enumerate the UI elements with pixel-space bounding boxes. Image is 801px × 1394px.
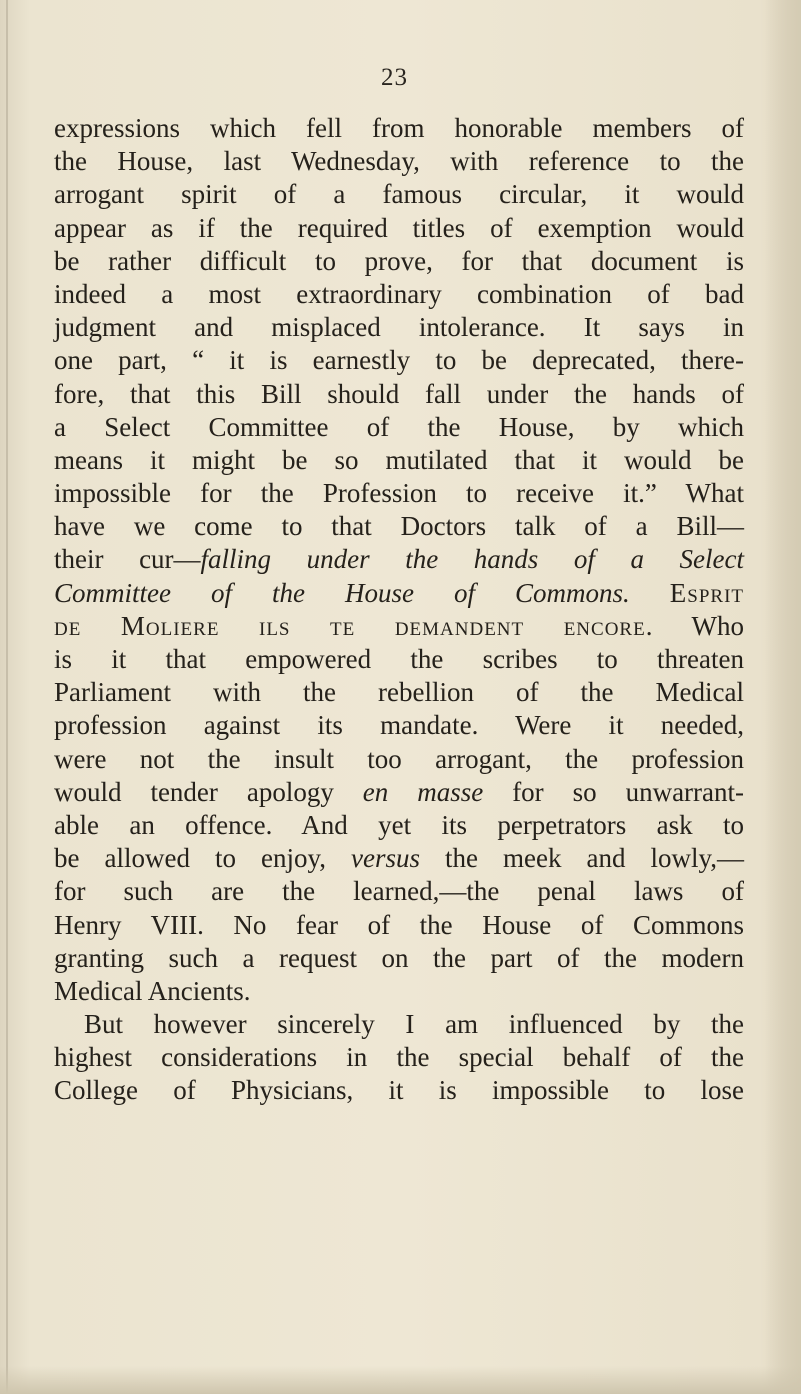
text-run: Who: [691, 610, 745, 641]
text-line: Henry VIII. No fear of the House of Commons: [54, 909, 744, 940]
text-run: for so unwarrant-: [512, 776, 745, 807]
text-line: profession against its mandate. Were it needed,: [54, 710, 744, 741]
text-line: fore, that this Bill should fall under the hands of: [54, 378, 744, 409]
text-line: arrogant spirit of a famous circular, it would: [54, 179, 744, 210]
text-line: the House, last Wednesday, with reference to the: [54, 146, 744, 177]
page-edge-shadow: [765, 0, 801, 1394]
text-line: indeed a most extraordinary combination of bad: [54, 278, 744, 309]
text-run: the meek and lowly,—: [445, 843, 744, 874]
text-run: be allowed to enjoy,: [54, 843, 326, 874]
text-line: judgment and misplaced intolerance. It says in: [54, 312, 744, 343]
text-line: [54, 842, 744, 875]
page-gutter: [6, 0, 8, 1394]
text-line: for such are the learned,—the penal laws of: [54, 876, 744, 907]
small-caps-run: de Moliere ils te demandent encore.: [54, 610, 654, 641]
body-text: [54, 112, 744, 1108]
page-number: 23: [381, 64, 408, 91]
small-caps-run: Esprit: [669, 577, 744, 608]
italic-run: falling under the hands of a Select: [200, 544, 745, 575]
text-line: [54, 610, 744, 643]
text-line: [54, 543, 744, 576]
text-line: College of Physicians, it is impossible to lose: [54, 1075, 744, 1106]
text-line: highest considerations in the special behalf of the: [54, 1042, 744, 1073]
text-line: impossible for the Profession to receive it.” What: [54, 478, 744, 509]
italic-run: versus: [351, 843, 420, 874]
text-run: would tender apology: [54, 776, 334, 807]
text-line: [54, 776, 744, 809]
text-line: appear as if the required titles of exemption would: [54, 212, 744, 243]
text-line: means it might be so mutilated that it would be: [54, 444, 744, 475]
text-line: is it that empowered the scribes to threaten: [54, 644, 744, 674]
text-line: [54, 577, 744, 610]
text-line: But however sincerely I am influenced by the: [84, 1009, 744, 1040]
text-line: expressions which fell from honorable members of: [54, 113, 744, 143]
text-line: were not the insult too arrogant, the profession: [54, 743, 744, 774]
text-line: have we come to that Doctors talk of a Bill—: [54, 511, 744, 542]
text-run: their cur—: [54, 544, 201, 575]
text-line: Parliament with the rebellion of the Medical: [54, 677, 744, 708]
text-line: able an offence. And yet its perpetrators ask to: [54, 809, 744, 840]
text-line: one part, “ it is earnestly to be deprecated, there-: [54, 345, 744, 376]
text-line: granting such a request on the part of the modern: [54, 942, 744, 973]
italic-run: Committee of the House of Commons.: [54, 577, 630, 608]
text-line: Medical Ancients.: [54, 975, 251, 1006]
text-line: be rather difficult to prove, for that document is: [54, 245, 744, 276]
text-line: a Select Committee of the House, by which: [54, 411, 744, 442]
italic-run: en masse: [362, 776, 484, 807]
page-bottom-shadow: [0, 1366, 801, 1394]
